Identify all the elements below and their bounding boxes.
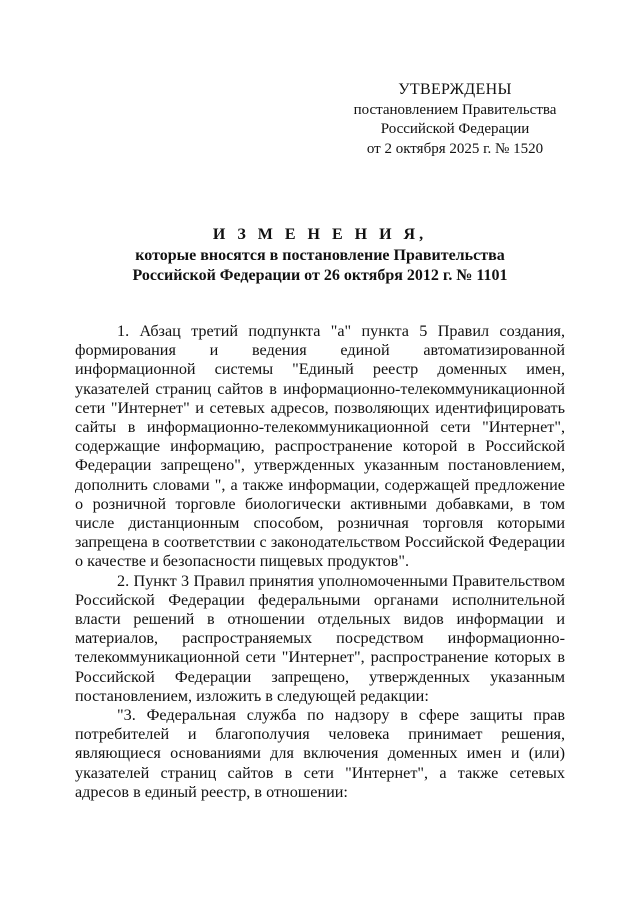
approval-line-1: постановлением Правительства: [353, 101, 557, 118]
approval-line-2: Российской Федерации: [380, 121, 530, 137]
heading-title: И З М Е Н Е Н И Я,: [212, 226, 428, 243]
heading-subtitle-2: Российской Федерации от 26 октября 2012 г. № 1101: [132, 267, 508, 284]
document-heading: [60, 225, 580, 286]
paragraph-2: 2. Пункт 3 Правил принятия уполномоченными Правительством Российской Федерации федеральными органами исполнительной власти решений в отношении отдельных видов информации и материалов, распространяемых посредством информационно-телекоммуникационной сети "Интернет", распространение которых в Российской Федерации запрещено, утвержденных указанным постановлением, изложить в следующей редакции:: [75, 571, 565, 705]
document-body: [75, 322, 565, 802]
approval-line-3: от 2 октября 2025 г. № 1520: [366, 140, 544, 157]
paragraph-3: "3. Федеральная служба по надзору в сфере защиты прав потребителей и благополучия человека принимает решения, являющиеся основаниями для включения доменных имен и (или) указателей страниц сайтов в сети "Интернет", а также сетевых адресов в единый реестр, в отношении:: [75, 706, 565, 801]
approval-stamp: [330, 80, 580, 159]
approval-title: УТВЕРЖДЕНЫ: [398, 81, 512, 98]
paragraph-1: 1. Абзац третий подпункта "а" пункта 5 Правил создания, формирования и ведения единой автоматизированной информационной системы "Единый реестр доменных имен, указателей страниц сайтов в информационно-телекоммуникационной сети "Интернет" и сетевых адресов, позволяющих идентифицировать сайты в информационно-телекоммуникационной сети "Интернет", содержащие информацию, распространение которой в Российской Федерации запрещено", утвержденных указанным постановлением, дополнить словами ", а также информации, содержащей предложение о розничной торговле биологически активными добавками, в том числе дистанционным способом, розничная торговля которыми запрещена в соответствии с законодательством Российской Федерации о качестве и безопасности пищевых продуктов".: [75, 322, 565, 571]
heading-subtitle-1: которые вносятся в постановление Правительства: [135, 247, 505, 264]
